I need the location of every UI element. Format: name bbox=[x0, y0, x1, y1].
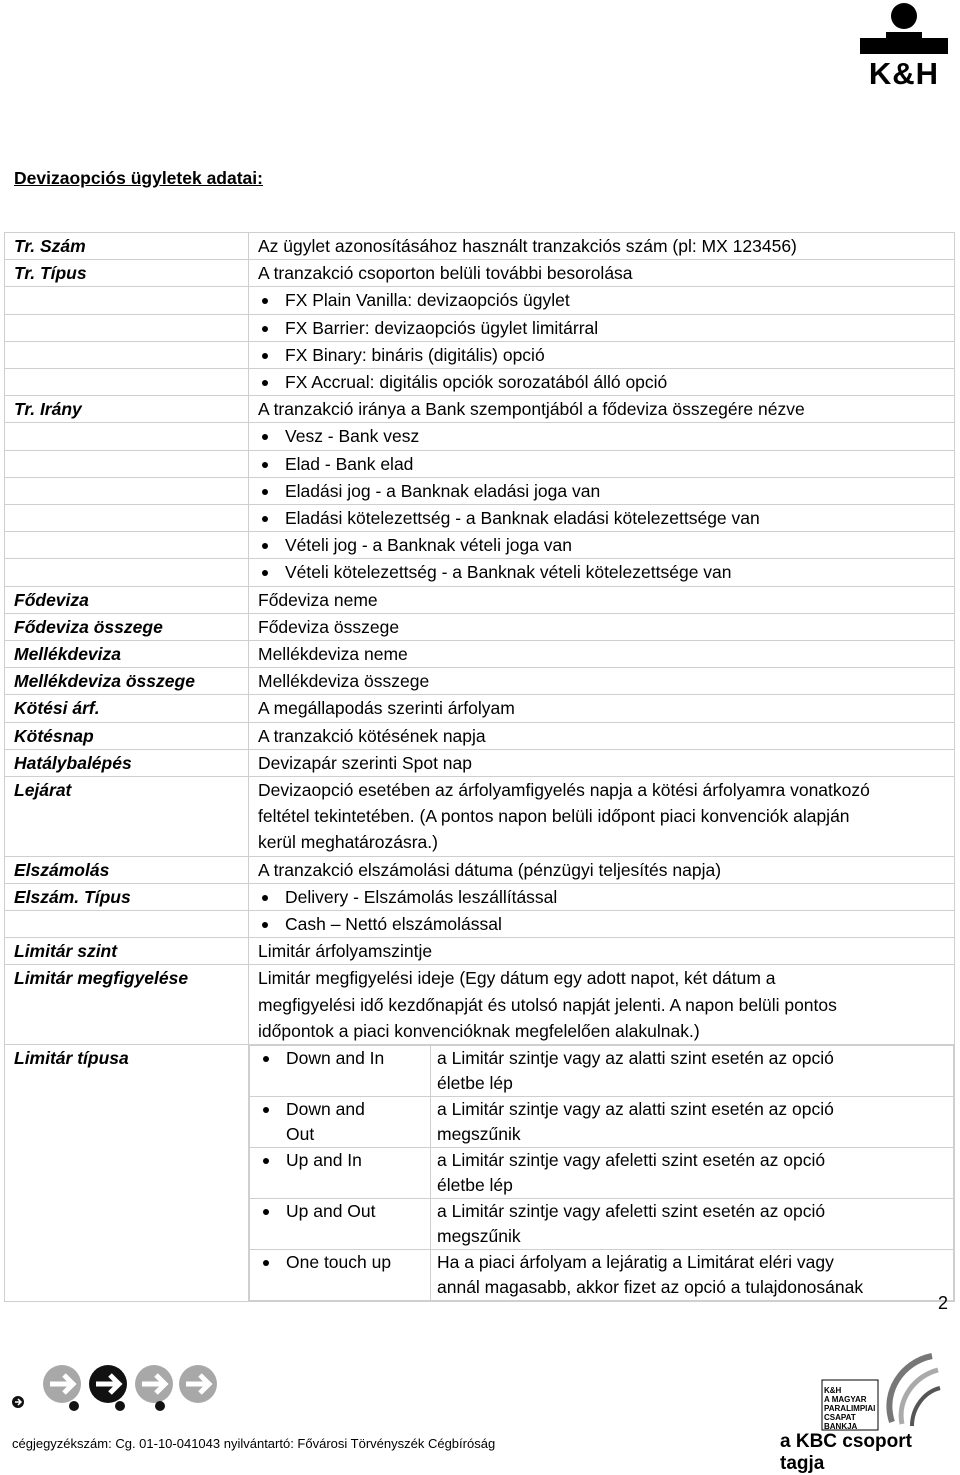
table-row bbox=[5, 396, 955, 423]
text-line: életbe lép bbox=[437, 1175, 513, 1196]
table-row bbox=[5, 965, 955, 1045]
limit-type-row bbox=[250, 1097, 954, 1148]
limit-type-name bbox=[250, 1097, 431, 1148]
bullet-item: Eladási jog - a Banknak eladási joga van bbox=[249, 477, 955, 504]
text-line: Limitár megfigyelési ideje (Egy dátum egy adott napot, két dátum a bbox=[258, 968, 776, 989]
logo-text: K&H bbox=[868, 56, 940, 91]
row-value: A tranzakció kötésének napja bbox=[249, 722, 955, 749]
limit-type-desc bbox=[431, 1046, 954, 1097]
table-row bbox=[5, 695, 955, 722]
table-row bbox=[5, 911, 955, 938]
table-row bbox=[5, 505, 955, 532]
row-label: Lejárat bbox=[5, 777, 249, 857]
limit-type-name bbox=[250, 1148, 431, 1199]
table-row bbox=[5, 777, 955, 857]
arrow-grey-icon bbox=[179, 1365, 217, 1403]
table-row bbox=[5, 613, 955, 640]
arrow-grey-icon bbox=[12, 1365, 81, 1408]
text-line: Up and In bbox=[286, 1150, 362, 1171]
table-row bbox=[5, 477, 955, 504]
bullet-item: Vesz - Bank vesz bbox=[249, 423, 955, 450]
table-row bbox=[5, 314, 955, 341]
bullet-item: Delivery - Elszámolás leszállítással bbox=[249, 883, 955, 910]
arrow-icons bbox=[10, 1362, 220, 1412]
limit-type-table bbox=[249, 1045, 954, 1301]
table-row bbox=[5, 722, 955, 749]
limit-type-row bbox=[250, 1250, 954, 1301]
text-line: CSAPAT BANKJA bbox=[824, 1413, 858, 1431]
row-value: Az ügylet azonosításához használt tranzakciós szám (pl: MX 123456) bbox=[249, 233, 955, 260]
row-value: Fődeviza neme bbox=[249, 586, 955, 613]
row-label: Tr. Típus bbox=[5, 260, 249, 287]
limit-type-name bbox=[250, 1199, 431, 1250]
text-line: életbe lép bbox=[437, 1073, 513, 1094]
bullet-item: FX Barrier: devizaopciós ügylet limitárral bbox=[249, 314, 955, 341]
text-line: megfigyelési idő kezdőnapját és utolsó napját jelenti. A napon belüli pontos bbox=[258, 994, 837, 1015]
row-label: Elszám. Típus bbox=[5, 883, 249, 910]
data-table bbox=[4, 232, 955, 1302]
limit-type-desc bbox=[431, 1199, 954, 1250]
row-label: Hatálybalépés bbox=[5, 749, 249, 776]
logo-figure-icon bbox=[848, 2, 960, 58]
row-value: Devizapár szerinti Spot nap bbox=[249, 749, 955, 776]
bullet-item: Eladási kötelezettség - a Banknak eladási kötelezettsége van bbox=[249, 505, 955, 532]
limit-type-row bbox=[250, 1046, 954, 1097]
text-line: A MAGYAR bbox=[824, 1395, 867, 1404]
row-value: A tranzakció iránya a Bank szempontjából a fődeviza összegére nézve bbox=[249, 396, 955, 423]
table-row bbox=[5, 749, 955, 776]
table-row bbox=[5, 856, 955, 883]
row-label: Fődeviza bbox=[5, 586, 249, 613]
text-line: One touch up bbox=[286, 1252, 392, 1273]
bullet-item: Vételi jog - a Banknak vételi joga van bbox=[249, 532, 955, 559]
limit-type-row bbox=[250, 1199, 954, 1250]
page-number: 2 bbox=[938, 1293, 949, 1313]
row-label: Kötési árf. bbox=[5, 695, 249, 722]
registry-text: cégjegyzékszám: Cg. 01-10-041043 nyilvántartó: Fővárosi Törvényszék Cégbíróság bbox=[12, 1436, 496, 1451]
bullet-item: Vételi kötelezettség - a Banknak vételi kötelezettsége van bbox=[249, 559, 955, 586]
table-row bbox=[5, 450, 955, 477]
row-label: Tr. Szám bbox=[5, 233, 249, 260]
limit-type-cell bbox=[249, 1045, 955, 1302]
table-row bbox=[5, 233, 955, 260]
limit-type-name bbox=[250, 1250, 431, 1301]
text-line: K&H bbox=[824, 1386, 842, 1395]
text-line: feltétel tekintetében. (A pontos napon belüli időpont piaci konvenciók alapján bbox=[258, 806, 850, 827]
row-label: Limitár típusa bbox=[5, 1045, 249, 1302]
text-line: a Limitár szintje vagy az alatti szint esetén az opció bbox=[437, 1048, 834, 1069]
bullet-item: FX Binary: bináris (digitális) opció bbox=[249, 341, 955, 368]
row-label: Mellékdeviza bbox=[5, 641, 249, 668]
row-value: A megállapodás szerinti árfolyam bbox=[249, 695, 955, 722]
bullet-item: Elad - Bank elad bbox=[249, 450, 955, 477]
text-line: megszűnik bbox=[437, 1226, 521, 1247]
text-line: a Limitár szintje vagy afeletti szint esetén az opció bbox=[437, 1201, 826, 1222]
text-line: Ha a piaci árfolyam a lejáratig a Limitárat eléri vagy bbox=[437, 1252, 834, 1273]
table-row bbox=[5, 369, 955, 396]
row-label: Kötésnap bbox=[5, 722, 249, 749]
limit-type-desc bbox=[431, 1148, 954, 1199]
row-label: Limitár megfigyelése bbox=[5, 965, 249, 1045]
row-value: Limitár árfolyamszintje bbox=[249, 938, 955, 965]
table-row bbox=[5, 260, 955, 287]
kh-logo bbox=[848, 2, 960, 91]
row-value bbox=[249, 777, 955, 857]
paralympic-badge bbox=[822, 1352, 942, 1432]
text-line: a Limitár szintje vagy afeletti szint esetén az opció bbox=[437, 1150, 826, 1171]
table-row bbox=[5, 883, 955, 910]
text-line: Up and Out bbox=[286, 1201, 376, 1222]
row-value: Mellékdeviza összege bbox=[249, 668, 955, 695]
row-label: Limitár szint bbox=[5, 938, 249, 965]
text-line: Down and bbox=[286, 1099, 365, 1120]
text-line: Out bbox=[286, 1124, 315, 1145]
text-line: Down and In bbox=[286, 1048, 385, 1069]
limit-type-desc bbox=[431, 1250, 954, 1301]
row-label: Fődeviza összege bbox=[5, 613, 249, 640]
row-value: Fődeviza összege bbox=[249, 613, 955, 640]
text-line: megszűnik bbox=[437, 1124, 521, 1145]
row-label: Tr. Irány bbox=[5, 396, 249, 423]
table-row bbox=[5, 938, 955, 965]
page-heading: Devizaopciós ügyletek adatai: bbox=[14, 168, 263, 188]
badge-text bbox=[824, 1386, 884, 1431]
limit-type-name bbox=[250, 1046, 431, 1097]
text-line: annál magasabb, akkor fizet az opció a tulajdonosának bbox=[437, 1277, 864, 1298]
row-value: Mellékdeviza neme bbox=[249, 641, 955, 668]
text-line: a Limitár szintje vagy az alatti szint esetén az opció bbox=[437, 1099, 834, 1120]
row-value: A tranzakció elszámolási dátuma (pénzügyi teljesítés napja) bbox=[249, 856, 955, 883]
table-row bbox=[5, 641, 955, 668]
table-row bbox=[5, 1045, 955, 1302]
bullet-item: FX Accrual: digitális opciók sorozatából álló opció bbox=[249, 369, 955, 396]
limit-type-row bbox=[250, 1148, 954, 1199]
table-row bbox=[5, 586, 955, 613]
table-row bbox=[5, 287, 955, 314]
text-line: kerül meghatározásra.) bbox=[258, 832, 438, 853]
table-row bbox=[5, 341, 955, 368]
table-row bbox=[5, 559, 955, 586]
limit-type-desc bbox=[431, 1097, 954, 1148]
row-value: A tranzakció csoporton belüli további besorolása bbox=[249, 260, 955, 287]
row-value bbox=[249, 965, 955, 1045]
text-line: időpontok a piaci konvencióknak megfelelően alakulnak.) bbox=[258, 1020, 700, 1041]
bullet-item: Cash – Nettó elszámolással bbox=[249, 911, 955, 938]
table-row bbox=[5, 423, 955, 450]
bullet-item: FX Plain Vanilla: devizaopciós ügylet bbox=[249, 287, 955, 314]
row-label: Mellékdeviza összege bbox=[5, 668, 249, 695]
table-row bbox=[5, 532, 955, 559]
text-line: PARALIMPIAI bbox=[824, 1404, 876, 1413]
text-line: Devizaopció esetében az árfolyamfigyelés napja a kötési árfolyamra vonatkozó bbox=[258, 780, 870, 801]
row-label: Elszámolás bbox=[5, 856, 249, 883]
table-row bbox=[5, 668, 955, 695]
kbc-tagline: a KBC csoport tagja bbox=[780, 1431, 912, 1474]
